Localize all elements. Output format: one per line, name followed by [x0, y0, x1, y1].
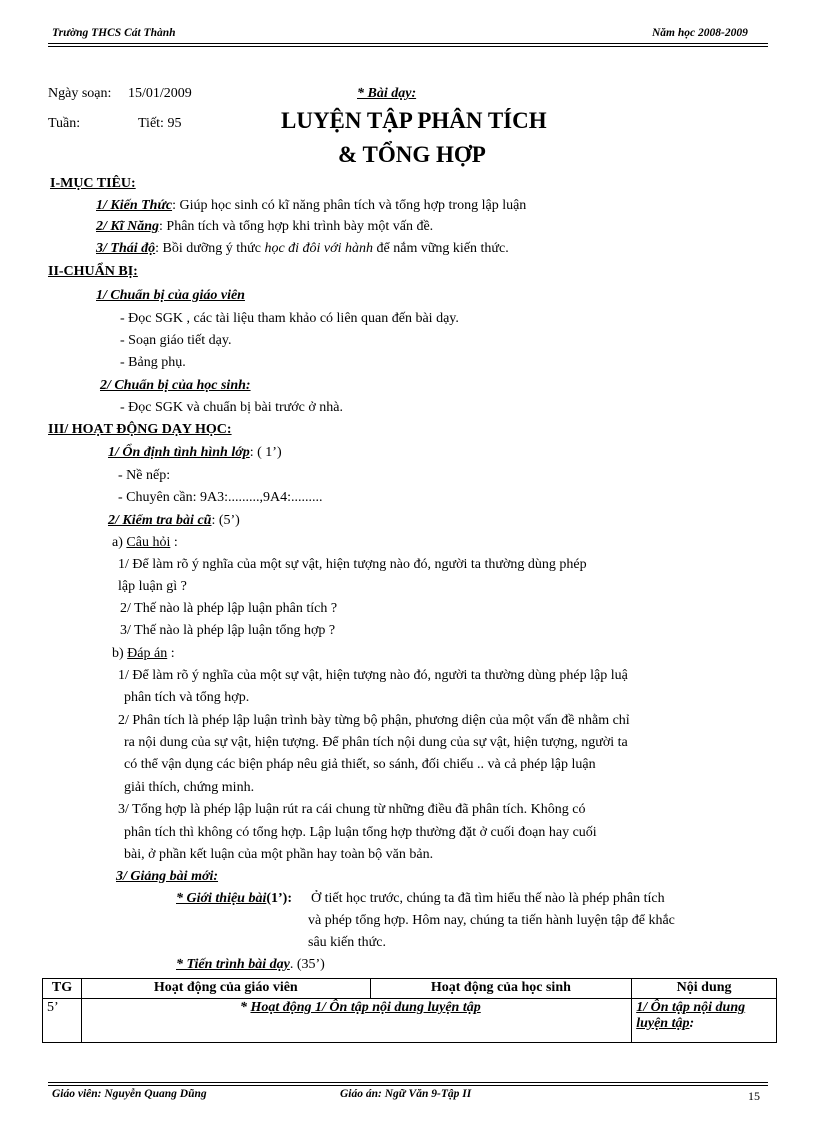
- question-line: 3/ Thế nào là phép lập luận tổng hợp ?: [120, 623, 336, 638]
- footer-teacher: Giáo viên: Nguyễn Quang Dũng: [52, 1088, 207, 1100]
- new-lesson-label: 3/ Giảng bài mới:: [116, 869, 219, 884]
- lesson-table: [42, 978, 777, 1043]
- answer-line: ra nội dung của sự vật, hiện tượng. Để phân tích nội dung của sự vật, hiện tượng, người ta: [124, 735, 628, 750]
- table-header-cell: Nội dung: [632, 979, 777, 999]
- answer-line: có thể vận dụng các biện pháp nêu giả thiết, so sánh, đối chiếu .. và cả phép lập luận: [124, 757, 596, 772]
- page-title-line2: & TỔNG HỢP: [338, 142, 486, 167]
- process-time: . (35’): [289, 957, 325, 972]
- teacher-prep-item: - Bảng phụ.: [120, 355, 186, 370]
- table-row: [43, 999, 777, 1043]
- objective-attitude-label: 3/ Thái độ: [96, 241, 156, 256]
- class-check-label: 1/ Ổn định tình hình lớp: [108, 445, 250, 460]
- answer-line: bài, ở phần kết luận của một phần hay toàn bộ văn bản.: [124, 847, 434, 862]
- objective-skill-label: 2/ Kĩ Năng: [96, 219, 160, 234]
- header-rule-2: [48, 46, 768, 47]
- objective-attitude-emphasis: học đi đôi với hành: [264, 241, 374, 256]
- intro-time: (1’):: [266, 891, 293, 906]
- student-prep-label: 2/ Chuẩn bị của học sinh:: [100, 378, 251, 393]
- question-line: lập luận gì ?: [118, 579, 187, 594]
- question-line: 2/ Thế nào là phép lập luận phân tích ?: [120, 601, 338, 616]
- table-cell-content: [632, 999, 777, 1043]
- table-header-row: [43, 979, 777, 999]
- objective-knowledge-text: : Giúp học sinh có kĩ năng phân tích và tổng hợp trong lập luận: [172, 198, 527, 213]
- objective-attitude-post: để nắm vững kiến thức.: [373, 241, 509, 256]
- answers-title: Đáp án: [127, 646, 168, 661]
- header-rule: [48, 43, 768, 44]
- content-colon: :: [689, 1016, 695, 1031]
- class-check-item: - Chuyên cần: 9A3:.........,9A4:.........: [118, 490, 323, 505]
- answer-line: 1/ Để làm rõ ý nghĩa của một sự vật, hiện tượng nào đó, người ta thường dùng phép lập luậ: [118, 668, 628, 683]
- answer-line: 3/ Tổng hợp là phép lập luận rút ra cái chung từ những điều đã phân tích. Không có: [118, 802, 586, 817]
- old-lesson-label: 2/ Kiểm tra bài cũ: [108, 513, 212, 528]
- header-year: Năm học 2008-2009: [652, 27, 748, 39]
- objective-attitude-pre: : Bồi dưỡng ý thức: [155, 241, 265, 256]
- objective-knowledge-label: 1/ Kiến Thức: [96, 198, 173, 213]
- table-header-cell: TG: [43, 979, 82, 999]
- answer-line: phân tích và tổng hợp.: [124, 690, 250, 705]
- questions-title: Câu hỏi: [126, 535, 171, 550]
- footer-book: Giáo án: Ngữ Văn 9-Tập II: [340, 1088, 472, 1100]
- header-school: Trường THCS Cát Thành: [52, 27, 176, 39]
- answer-line: phân tích thì không có tổng hợp. Lập luận tổng hợp thường đặt ở cuối đoạn hay cuối: [124, 825, 597, 840]
- content-title: 1/ Ôn tập nội dung luyện tập: [636, 1000, 746, 1031]
- answers-colon: :: [167, 646, 175, 661]
- footer-rule-2: [48, 1085, 768, 1086]
- answers-label: [112, 646, 175, 662]
- activity-title: Hoạt động 1/ Ôn tập nội dung luyện tập: [250, 1000, 481, 1015]
- table-header-cell: Hoạt động của học sinh: [370, 979, 632, 999]
- answers-prefix: b): [112, 646, 128, 661]
- table-cell-time: 5’: [43, 999, 82, 1043]
- footer-page-number: 15: [748, 1089, 760, 1103]
- table-cell-activity: [81, 999, 631, 1043]
- section-activities-heading: III/ HOẠT ĐỘNG DẠY HỌC:: [48, 422, 232, 437]
- student-prep-item: - Đọc SGK và chuẩn bị bài trước ở nhà.: [120, 400, 344, 415]
- lesson-label: * Bài dạy:: [357, 86, 417, 101]
- answer-line: giải thích, chứng minh.: [124, 780, 255, 795]
- intro-line: sâu kiến thức.: [308, 935, 386, 950]
- date-label: Ngày soạn:: [48, 86, 112, 101]
- teacher-prep-item: - Đọc SGK , các tài liệu tham khảo có liên quan đến bài dạy.: [120, 311, 459, 326]
- intro-line: và phép tổng hợp. Hôm nay, chúng ta tiến hành luyện tập để khắc: [308, 913, 675, 928]
- footer-rule: [48, 1082, 768, 1083]
- process-heading: [176, 957, 325, 973]
- class-check-time: : ( 1’): [249, 445, 282, 460]
- process-label: * Tiến trình bài dạy: [176, 957, 290, 972]
- activity-star: *: [239, 1000, 251, 1015]
- intro-label: * Giới thiệu bài: [176, 891, 267, 906]
- answer-line: 2/ Phân tích là phép lập luận trình bày từng bộ phận, phương diện của một vấn đề nhằm chỉ: [118, 713, 630, 728]
- section-objectives-heading: I-MỤC TIÊU:: [50, 176, 136, 191]
- old-lesson-check: [108, 513, 240, 529]
- objective-skill: [96, 219, 433, 235]
- intro-line: Ở tiết học trước, chúng ta đã tìm hiểu thế nào là phép phân tích: [311, 891, 665, 906]
- old-lesson-time: : (5’): [211, 513, 240, 528]
- teacher-prep-label: 1/ Chuẩn bị của giáo viên: [96, 288, 245, 303]
- class-check-item: - Nề nếp:: [118, 468, 171, 483]
- questions-colon: :: [170, 535, 178, 550]
- teacher-prep-item: - Soạn giáo tiết dạy.: [120, 333, 232, 348]
- objective-knowledge: [96, 198, 526, 214]
- questions-prefix: a): [112, 535, 127, 550]
- page-title-line1: LUYỆN TẬP PHÂN TÍCH: [281, 108, 547, 133]
- objective-attitude: [96, 241, 509, 257]
- class-check: [108, 445, 282, 461]
- questions-label: [112, 535, 178, 551]
- section-preparation-heading: II-CHUẨN BỊ:: [48, 264, 138, 279]
- objective-skill-text: : Phân tích và tổng hợp khi trình bày một vấn đề.: [159, 219, 434, 234]
- question-line: 1/ Để làm rõ ý nghĩa của một sự vật, hiện tượng nào đó, người ta thường dùng phép: [118, 557, 587, 572]
- intro-heading: [176, 891, 292, 907]
- date-value: 15/01/2009: [128, 86, 192, 101]
- period-label: Tiết: 95: [138, 116, 182, 131]
- week-label: Tuần:: [48, 116, 81, 131]
- table-header-cell: Hoạt động của giáo viên: [81, 979, 370, 999]
